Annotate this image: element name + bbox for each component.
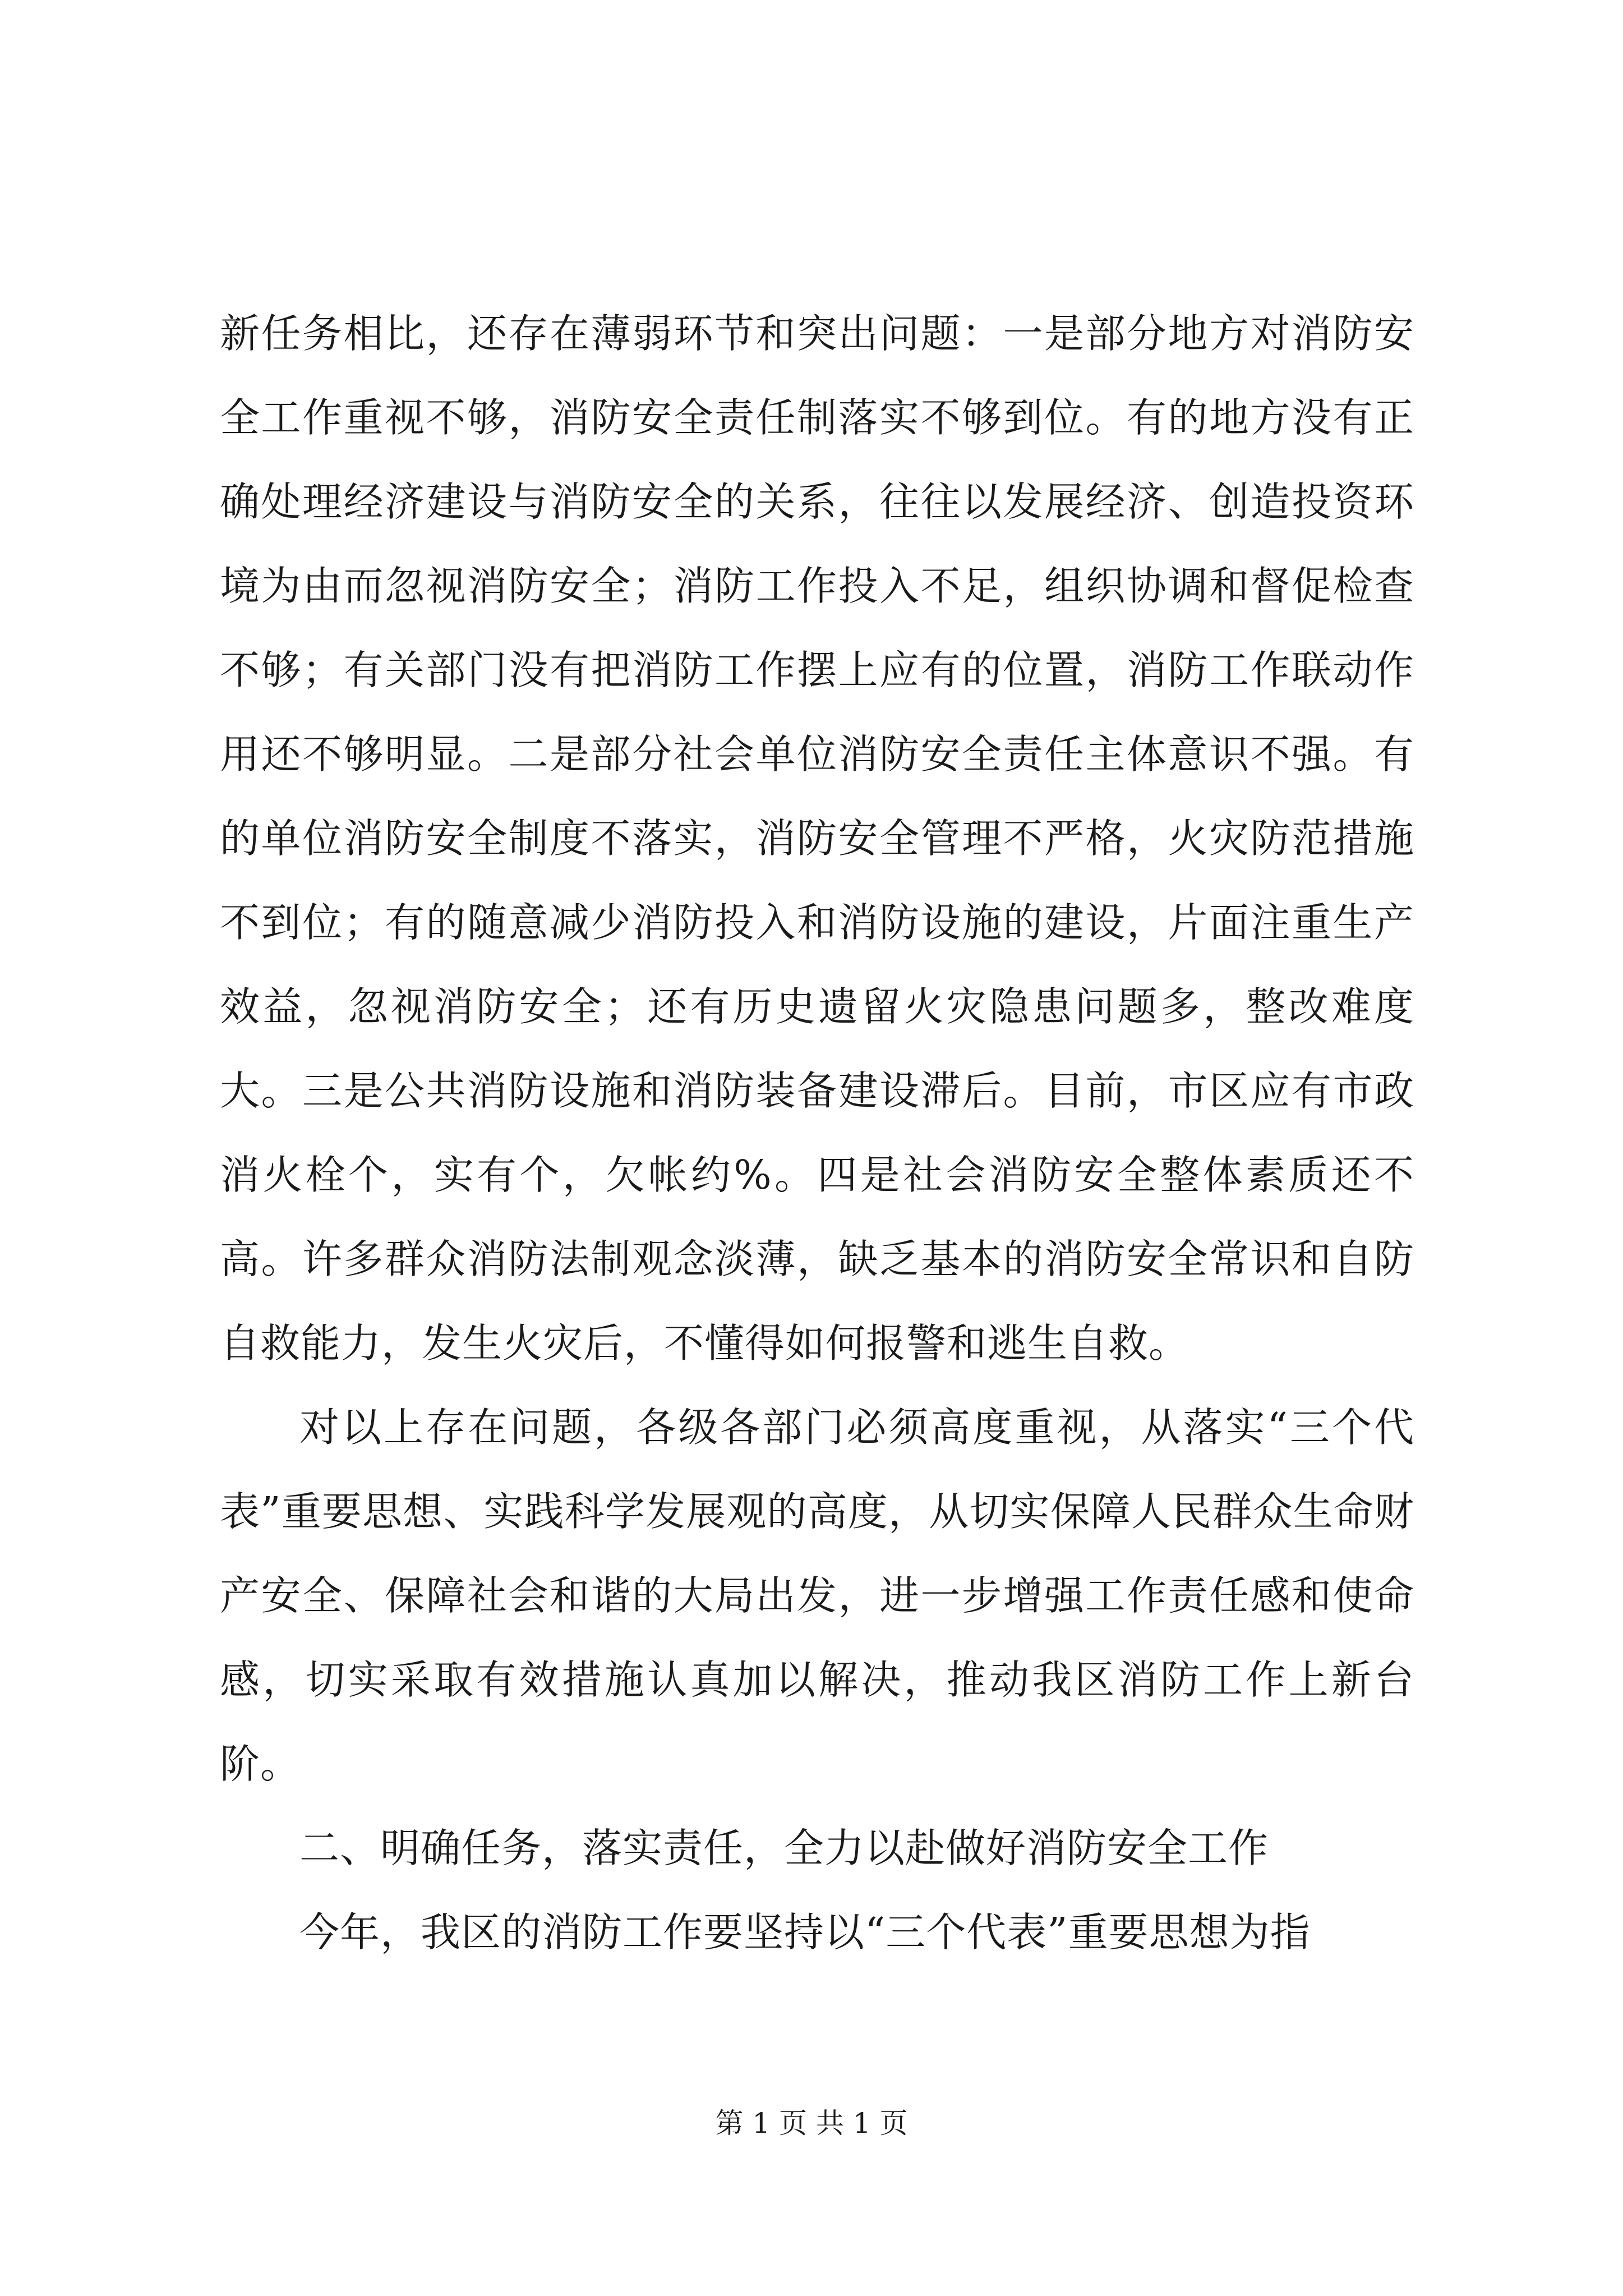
page-footer: 第 1 页 共 1 页 bbox=[715, 2107, 908, 2139]
document-body bbox=[220, 292, 1414, 1975]
paragraph-tasks: 今年，我区的消防工作要坚持以“三个代表”重要思想为指 bbox=[299, 1909, 1311, 1955]
paragraph-response: 对以上存在问题，各级各部门必须高度重视，从落实“三个代表”重要思想、实践科学发展观的高度，从切实保障人民群众生命财产安全、保障社会和谐的大局出发，进一步增强工作责任感和使命感，切实采取有效措施认真加以解决，推动我区消防工作上新台阶。 bbox=[220, 1404, 1414, 1787]
paragraph-problems: 新任务相比，还存在薄弱环节和突出问题：一是部分地方对消防安全工作重视不够，消防安全责任制落实不够到位。有的地方没有正确处理经济建设与消防安全的关系，往往以发展经济、创造投资环境为由而忽视消防安全；消防工作投入不足，组织协调和督促检查不够；有关部门没有把消防工作摆上应有的位置，消防工作联动作用还不够明显。二是部分社会单位消防安全责任主体意识不强。有的单位消防安全制度不落实，消防安全管理不严格，火灾防范措施不到位；有的随意减少消防投入和消防设施的建设，片面注重生产效益，忽视消防安全；还有历史遗留火灾隐患问题多，整改难度大。三是公共消防设施和消防装备建设滞后。目前，市区应有市政消火栓个，实有个，欠帐约%。四是社会消防安全整体素质还不高。许多群众消防法制观念淡薄，缺乏基本的消防安全常识和自防自救能力，发生火灾后，不懂得如何报警和逃生自救。 bbox=[220, 310, 1414, 1366]
section-heading: 二、明确任务，落实责任，全力以赴做好消防安全工作 bbox=[299, 1825, 1269, 1871]
